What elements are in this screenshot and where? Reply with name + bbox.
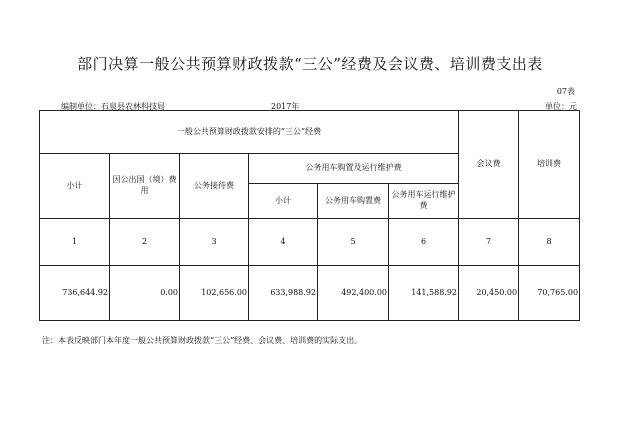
vehicle-group-header: 公务用车购置及运行维护费: [249, 154, 459, 184]
reception-fee-value: 102,656.00: [180, 266, 249, 321]
vehicle-operation-value: 141,588.92: [389, 266, 459, 321]
currency-unit: 单位：元: [545, 102, 577, 111]
column-number: 7: [459, 219, 519, 266]
training-fee-value: 70,765.00: [519, 266, 580, 321]
column-number: 2: [110, 219, 180, 266]
three-public-expenses-header: 一般公共预算财政拨款安排的“三公”经费: [40, 111, 459, 154]
expenditure-table: [39, 110, 580, 321]
footnote: 注：本表反映部门本年度一般公共预算财政拨款“三公”经费、会议费、培训费的实际支出。: [42, 336, 363, 345]
abroad-fee-value: 0.00: [110, 266, 180, 321]
column-number-row: [40, 219, 580, 266]
column-number: 8: [519, 219, 580, 266]
column-number: 6: [389, 219, 459, 266]
reception-fee-header: 公务接待费: [180, 154, 249, 219]
compiling-unit: 编制单位：石泉县农林科技局: [61, 102, 165, 111]
report-title: 部门决算一般公共预算财政拨款“三公”经费及会议费、培训费支出表: [77, 55, 543, 73]
header-row-group: [40, 111, 580, 154]
column-number: 5: [318, 219, 389, 266]
column-number: 3: [180, 219, 249, 266]
value-row: [40, 266, 580, 321]
meeting-fee-value: 20,450.00: [459, 266, 519, 321]
training-fee-header: 培训费: [519, 111, 580, 219]
report-year: 2017年: [271, 102, 300, 111]
table-number: 07表: [556, 87, 575, 96]
vehicle-purchase-header: 公务用车购置费: [318, 184, 389, 219]
subtotal-value: 736,644.92: [40, 266, 110, 321]
column-number: 4: [249, 219, 318, 266]
vehicle-subtotal-header: 小计: [249, 184, 318, 219]
vehicle-operation-header: 公务用车运行维护费: [389, 184, 459, 219]
vehicle-subtotal-value: 633,988.92: [249, 266, 318, 321]
subtotal-header: 小计: [40, 154, 110, 219]
vehicle-purchase-value: 492,400.00: [318, 266, 389, 321]
meeting-fee-header: 会议费: [459, 111, 519, 219]
abroad-fee-header: 因公出国（境）费用: [110, 154, 180, 219]
column-number: 1: [40, 219, 110, 266]
